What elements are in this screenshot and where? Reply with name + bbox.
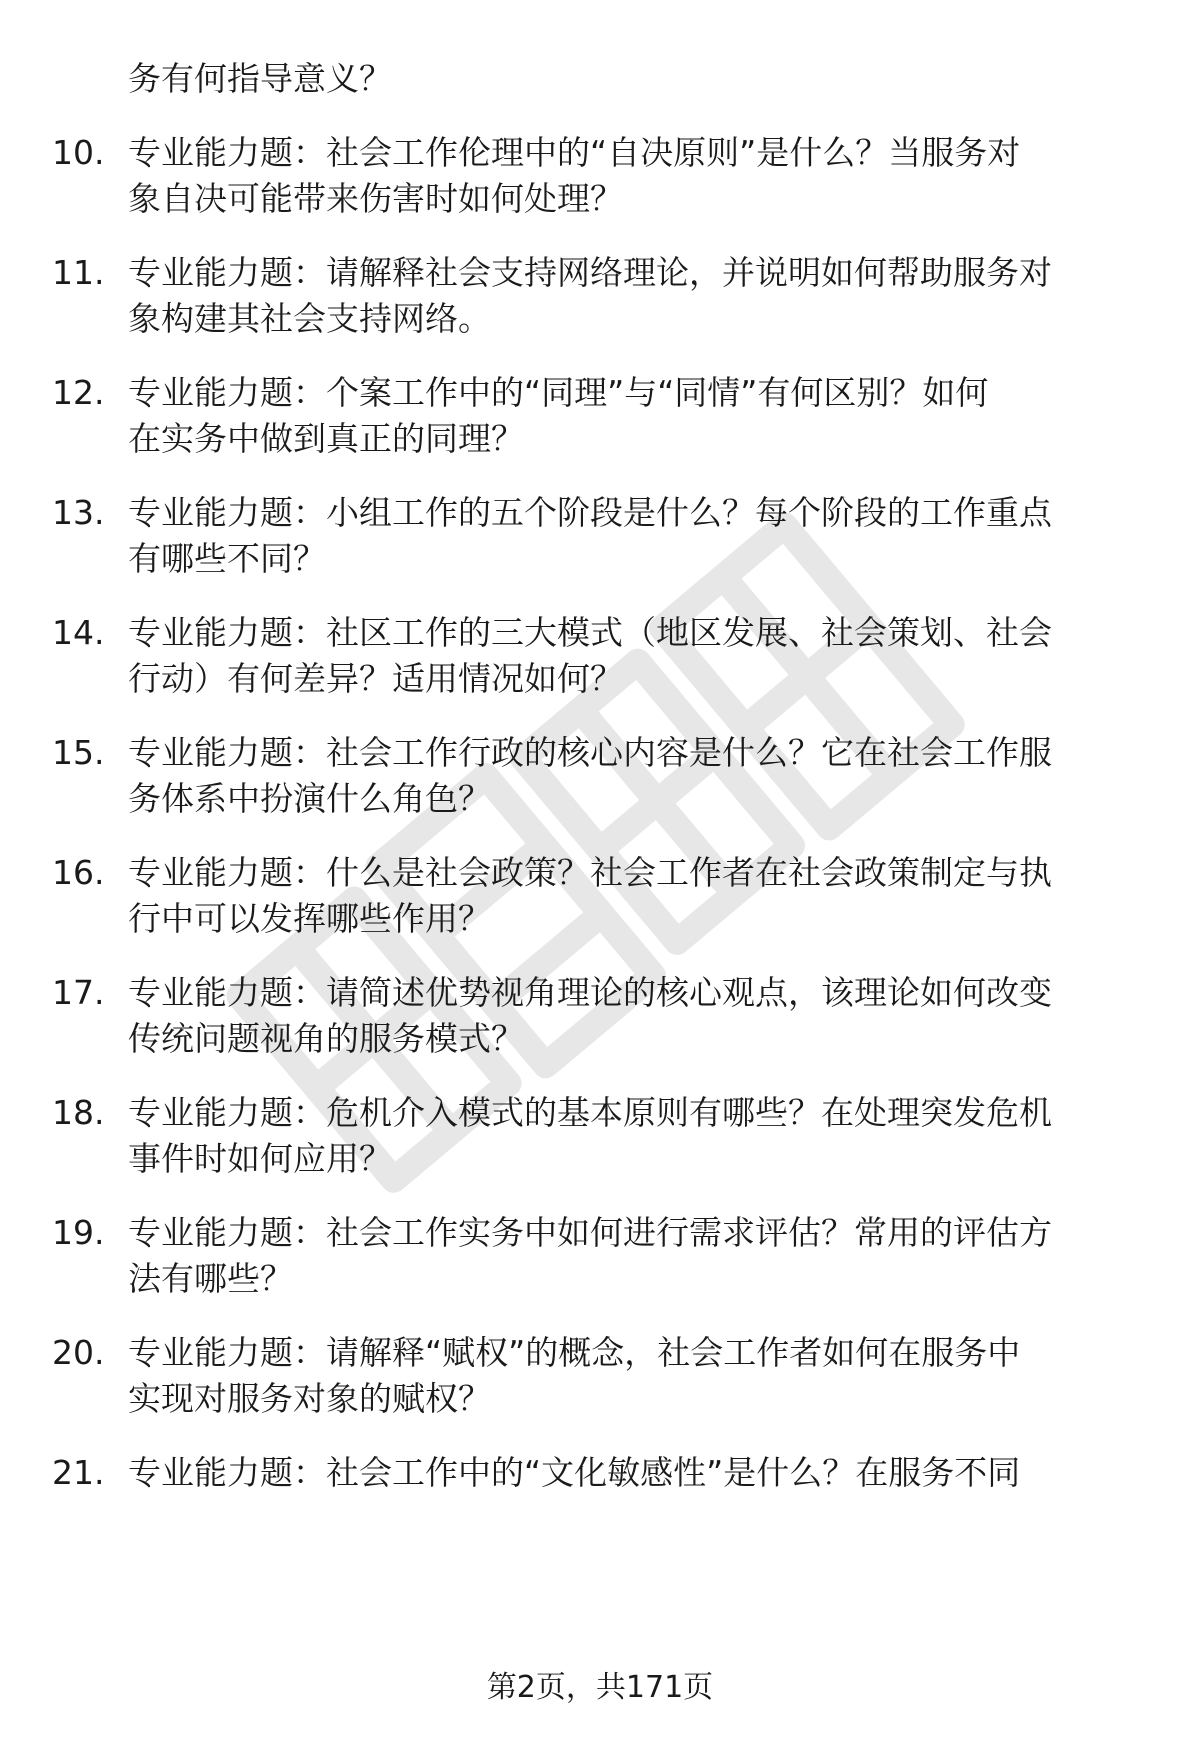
question-number: 12. — [52, 373, 105, 412]
question-text: 专业能力题：请简述优势视角理论的核心观点，该理论如何改变 传统问题视角的服务模式？ — [128, 973, 1052, 1058]
question-text: 专业能力题：请解释社会支持网络理论，并说明如何帮助服务对 象构建其社会支持网络。 — [128, 253, 1052, 338]
question-text: 专业能力题：小组工作的五个阶段是什么？每个阶段的工作重点 有哪些不同？ — [128, 493, 1052, 578]
question-number: 13. — [52, 493, 105, 532]
question-text: 专业能力题：个案工作中的“同理”与“同情”有何区别？如何 在实务中做到真正的同理？ — [128, 373, 989, 458]
question-number: 10. — [52, 133, 105, 172]
question-number: 19. — [52, 1213, 105, 1252]
continued-line: 务有何指导意义？ — [128, 59, 392, 98]
question-number: 21. — [52, 1453, 105, 1492]
question-text: 专业能力题：请解释“赋权”的概念，社会工作者如何在服务中 实现对服务对象的赋权？ — [128, 1333, 1021, 1418]
question-number: 16. — [52, 853, 105, 892]
question-text: 专业能力题：危机介入模式的基本原则有哪些？在处理突发危机 事件时如何应用？ — [128, 1093, 1052, 1178]
page-footer: 第2页，共171页 — [486, 1670, 714, 1705]
question-text: 专业能力题：社会工作中的“文化敏感性”是什么？在服务不同 — [128, 1453, 1021, 1492]
question-number: 14. — [52, 613, 105, 652]
question-text: 专业能力题：什么是社会政策？社会工作者在社会政策制定与执 行中可以发挥哪些作用？ — [128, 853, 1052, 938]
question-text: 专业能力题：社区工作的三大模式（地区发展、社会策划、社会 行动）有何差异？适用情况如何？ — [128, 613, 1052, 698]
question-number: 11. — [52, 253, 105, 292]
question-number: 15. — [52, 733, 105, 772]
question-number: 20. — [52, 1333, 105, 1372]
question-number: 17. — [52, 973, 105, 1012]
question-number: 18. — [52, 1093, 105, 1132]
question-text: 专业能力题：社会工作行政的核心内容是什么？它在社会工作服 务体系中扮演什么角色？ — [128, 733, 1052, 818]
question-text: 专业能力题：社会工作实务中如何进行需求评估？常用的评估方 法有哪些？ — [128, 1213, 1052, 1298]
question-text: 专业能力题：社会工作伦理中的“自决原则”是什么？当服务对 象自决可能带来伤害时如何处理？ — [128, 133, 1021, 218]
